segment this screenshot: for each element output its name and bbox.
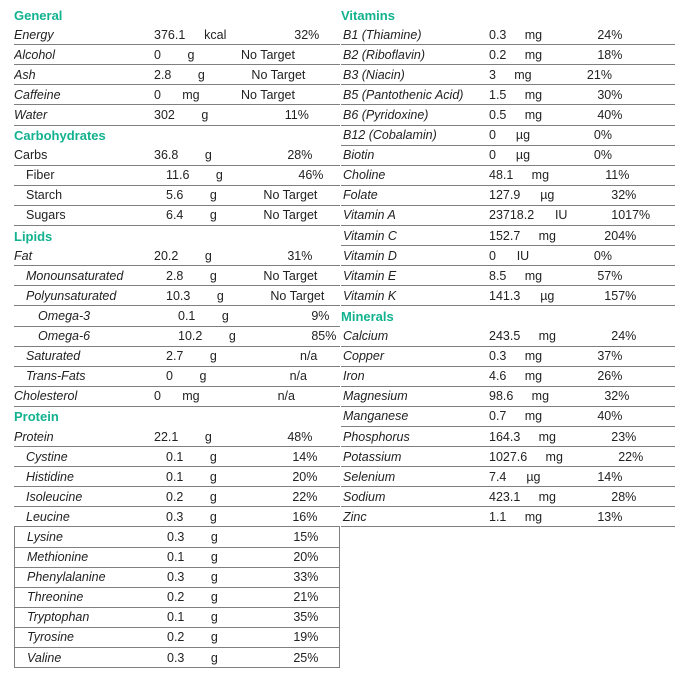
section-heading-label: Carbohydrates — [14, 128, 106, 144]
section-heading-protein — [14, 407, 340, 427]
nutrient-row-b3-niacin — [341, 65, 675, 85]
nutrient-unit: g — [209, 469, 217, 484]
nutrient-unit: g — [204, 148, 212, 163]
nutrient-name: Starch — [26, 188, 63, 203]
nutrient-row-isoleucine — [14, 487, 340, 507]
nutrient-amount: 2.8 — [166, 268, 184, 283]
nutrient-name: B5 (Pantothenic Acid) — [343, 87, 464, 102]
nutrient-target-percent: 157% — [604, 288, 637, 303]
nutrient-amount: 127.9 — [489, 188, 521, 203]
nutrient-row-polyunsaturated — [14, 286, 340, 306]
nutrient-unit: mg — [545, 449, 563, 464]
nutrient-name: Copper — [343, 349, 384, 364]
nutrient-amount: 243.5 — [489, 329, 521, 344]
nutrient-unit: g — [210, 529, 218, 544]
nutrient-unit: g — [209, 188, 217, 203]
nutrient-target-percent: 0% — [593, 248, 612, 263]
section-heading-label: Minerals — [341, 308, 394, 324]
nutrient-unit: mg — [524, 409, 543, 424]
nutrient-amount: 0.1 — [167, 550, 185, 565]
nutrient-name: Omega-3 — [38, 308, 91, 323]
nutrient-amount: 98.6 — [489, 389, 514, 404]
nutrient-amount: 2.8 — [154, 67, 172, 82]
nutrient-row-vitamin-e — [341, 266, 675, 286]
nutrient-amount: 0.1 — [166, 469, 184, 484]
nutrient-target-percent: 11% — [284, 108, 309, 123]
nutrient-unit: mg — [538, 228, 556, 243]
nutrient-row-copper — [341, 347, 675, 367]
nutrient-name: Isoleucine — [26, 489, 83, 504]
nutrient-row-threonine — [14, 588, 340, 608]
nutrient-name: Trans-Fats — [26, 369, 86, 384]
nutrient-name: Fiber — [26, 168, 55, 183]
nutrient-amount: 6.4 — [166, 208, 184, 223]
nutrient-name: Lysine — [27, 529, 63, 544]
nutrient-name: Threonine — [27, 590, 84, 605]
nutrient-row-valine — [14, 648, 340, 668]
section-heading-vitamins — [341, 5, 675, 25]
nutrient-amount: 1.1 — [489, 509, 507, 524]
nutrient-row-leucine — [14, 507, 340, 527]
nutrient-unit: mg — [524, 108, 543, 123]
nutrient-target-percent: 19% — [293, 630, 319, 645]
nutrient-row-biotin — [341, 146, 675, 166]
nutrient-row-manganese — [341, 407, 675, 427]
nutrient-amount: 0.3 — [167, 570, 185, 585]
nutrient-amount: 0.5 — [489, 108, 507, 123]
nutrient-name: Alcohol — [14, 47, 55, 62]
nutrient-amount: 423.1 — [489, 489, 521, 504]
nutrient-name: Monounsaturated — [26, 268, 124, 283]
nutrient-target-percent: 0% — [593, 148, 612, 163]
nutrient-amount: 4.6 — [489, 369, 507, 384]
section-heading-label: General — [14, 7, 63, 23]
nutrient-unit: mg — [524, 268, 543, 283]
nutrient-amount: 0 — [154, 389, 161, 404]
nutrient-unit: µg — [515, 128, 531, 143]
nutrient-unit: g — [209, 489, 217, 504]
nutrient-name: Potassium — [343, 449, 402, 464]
nutrient-row-sugars — [14, 206, 340, 226]
nutrient-name: Sodium — [343, 489, 386, 504]
nutrient-amount: 20.2 — [154, 248, 179, 263]
nutrient-name: Choline — [343, 168, 386, 183]
nutrient-amount: 0.1 — [166, 449, 184, 464]
nutrient-name: B3 (Niacin) — [343, 67, 405, 82]
section-heading-lipids — [14, 226, 340, 246]
nutrient-row-protein — [14, 427, 340, 447]
nutrient-target-percent: 9% — [311, 308, 330, 323]
nutrient-unit: g — [204, 429, 212, 444]
nutrient-target-percent: No Target — [270, 288, 325, 303]
nutrient-target-percent: 40% — [597, 409, 623, 424]
nutrient-row-ash — [14, 65, 340, 85]
nutrient-amount: 22.1 — [154, 429, 179, 444]
nutrient-row-vitamin-d — [341, 246, 675, 266]
nutrient-target-percent: 14% — [292, 449, 318, 464]
nutrient-amount: 3 — [489, 67, 496, 82]
nutrient-name: Vitamin E — [343, 268, 397, 283]
nutrient-target-percent: 23% — [611, 429, 637, 444]
nutrient-name: Fat — [14, 248, 33, 263]
nutrient-row-vitamin-a — [341, 206, 675, 226]
nutrient-row-water — [14, 105, 340, 125]
nutrient-amount: 152.7 — [489, 228, 521, 243]
nutrient-unit: mg — [524, 369, 543, 384]
nutrient-amount: 10.2 — [178, 329, 203, 344]
nutrient-target-percent: 204% — [604, 228, 637, 243]
nutrient-target-percent: 24% — [597, 27, 623, 42]
nutrient-row-omega-3 — [14, 306, 340, 326]
nutrient-name: Vitamin C — [343, 228, 397, 243]
section-heading-general — [14, 5, 340, 25]
nutrient-row-calcium — [341, 327, 675, 347]
right-nutrient-table — [341, 5, 675, 527]
nutrient-target-percent: 31% — [287, 248, 313, 263]
nutrient-unit: mg — [182, 87, 200, 102]
nutrient-row-tyrosine — [14, 628, 340, 648]
nutrient-unit: mg — [514, 67, 532, 82]
nutrient-amount: 0 — [154, 87, 161, 102]
nutrient-name: Phenylalanine — [27, 570, 106, 585]
nutrient-unit: g — [210, 650, 218, 665]
nutrient-target-percent: 85% — [311, 329, 337, 344]
nutrient-unit: g — [210, 550, 218, 565]
nutrient-unit: mg — [538, 489, 556, 504]
nutrient-amount: 0 — [489, 248, 496, 263]
nutrient-row-histidine — [14, 467, 340, 487]
nutrient-name: Carbs — [14, 148, 48, 163]
nutrient-amount: 0.2 — [166, 489, 184, 504]
nutrient-amount: 2.7 — [166, 349, 184, 364]
nutrient-row-alcohol — [14, 45, 340, 65]
nutrient-amount: 0 — [489, 148, 496, 163]
nutrient-row-omega-6 — [14, 327, 340, 347]
nutrient-name: Tryptophan — [27, 610, 90, 625]
nutrient-name: B12 (Cobalamin) — [343, 128, 437, 143]
nutrient-name: B6 (Pyridoxine) — [343, 108, 429, 123]
nutrient-name: Cholesterol — [14, 389, 78, 404]
nutrient-amount: 0.3 — [166, 509, 184, 524]
nutrient-row-phosphorus — [341, 427, 675, 447]
nutrient-target-percent: 25% — [293, 650, 319, 665]
nutrient-target-percent: 24% — [611, 329, 637, 344]
nutrient-row-b5-pantothenic-acid — [341, 85, 675, 105]
nutrient-unit: µg — [540, 188, 555, 203]
nutrient-target-percent: 18% — [597, 47, 623, 62]
nutrient-name: Saturated — [26, 349, 81, 364]
nutrient-target-percent: 21% — [293, 590, 319, 605]
nutrient-unit: µg — [515, 148, 531, 163]
nutrient-target-percent: n/a — [300, 349, 318, 364]
nutrient-name: Phosphorus — [343, 429, 410, 444]
nutrient-name: Methionine — [27, 550, 89, 565]
nutrient-name: Omega-6 — [38, 329, 91, 344]
nutrient-unit: g — [209, 449, 217, 464]
nutrient-target-percent: 14% — [597, 469, 623, 484]
nutrient-name: Sugars — [26, 208, 66, 223]
nutrient-name: Vitamin K — [343, 288, 397, 303]
nutrient-unit: g — [210, 630, 218, 645]
nutrient-target-percent: 16% — [292, 509, 318, 524]
nutrient-row-cystine — [14, 447, 340, 467]
nutrient-name: Calcium — [343, 329, 389, 344]
nutrient-row-carbs — [14, 146, 340, 166]
nutrient-name: Iron — [343, 369, 365, 384]
nutrient-unit: µg — [526, 469, 541, 484]
nutrient-target-percent: 21% — [586, 67, 612, 82]
nutrient-unit: g — [204, 248, 212, 263]
nutrient-row-starch — [14, 186, 340, 206]
nutrient-target-percent: 13% — [597, 509, 623, 524]
section-heading-label: Vitamins — [341, 7, 395, 23]
nutrient-unit: mg — [524, 87, 543, 102]
nutrient-unit: g — [228, 329, 236, 344]
nutrient-unit: mg — [524, 349, 543, 364]
nutrient-unit: g — [210, 590, 218, 605]
nutrient-name: Vitamin D — [343, 248, 397, 263]
nutrient-target-percent: 46% — [298, 168, 324, 183]
nutrient-row-saturated — [14, 347, 340, 367]
nutrient-amount: 11.6 — [166, 168, 190, 183]
nutrient-amount: 0.3 — [167, 529, 185, 544]
nutrient-amount: 0 — [166, 369, 173, 384]
nutrient-row-zinc — [341, 507, 675, 527]
nutrient-unit: g — [209, 268, 217, 283]
nutrient-row-fat — [14, 246, 340, 266]
nutrient-row-fiber — [14, 166, 340, 186]
nutrient-target-percent: 11% — [605, 168, 630, 183]
nutrient-target-percent: 30% — [597, 87, 623, 102]
nutrient-target-percent: No Target — [263, 208, 318, 223]
nutrient-name: B2 (Riboflavin) — [343, 47, 425, 62]
nutrient-amount: 164.3 — [489, 429, 521, 444]
nutrient-amount: 0.3 — [489, 27, 507, 42]
nutrient-target-percent: 48% — [287, 429, 313, 444]
nutrient-name: Selenium — [343, 469, 396, 484]
nutrient-target-percent: 32% — [604, 389, 630, 404]
nutrient-row-b1-thiamine — [341, 25, 675, 45]
nutrient-row-lysine — [14, 527, 340, 547]
nutrient-amount: 0.2 — [167, 630, 185, 645]
section-heading-minerals — [341, 306, 675, 326]
section-heading-label: Protein — [14, 409, 59, 425]
nutrient-name: B1 (Thiamine) — [343, 27, 422, 42]
nutrient-target-percent: 40% — [597, 108, 623, 123]
nutrient-unit: g — [201, 108, 209, 123]
nutrient-row-sodium — [341, 487, 675, 507]
nutrient-amount: 0.7 — [489, 409, 507, 424]
nutrient-name: Tyrosine — [27, 630, 75, 645]
nutrient-amount: 376.1 — [154, 27, 186, 42]
nutrient-name: Valine — [27, 650, 62, 665]
nutrient-unit: mg — [531, 168, 550, 183]
nutrient-unit: kcal — [204, 27, 227, 42]
nutrient-row-b12-cobalamin — [341, 126, 675, 146]
nutrient-target-percent: 32% — [611, 188, 637, 203]
nutrient-amount: 23718.2 — [489, 208, 535, 223]
nutrient-name: Energy — [14, 27, 54, 42]
nutrient-row-choline — [341, 166, 675, 186]
nutrient-unit: g — [210, 610, 218, 625]
nutrient-unit: µg — [540, 288, 555, 303]
nutrient-amount: 1027.6 — [489, 449, 528, 464]
nutrient-target-percent: n/a — [289, 369, 307, 384]
nutrient-unit: mg — [531, 389, 550, 404]
nutrient-amount: 0 — [154, 47, 161, 62]
nutrient-unit: g — [215, 168, 223, 183]
nutrient-amount: 141.3 — [489, 288, 521, 303]
nutrient-amount: 0.2 — [167, 590, 185, 605]
nutrient-row-iron — [341, 367, 675, 387]
nutrient-amount: 10.3 — [166, 288, 191, 303]
nutrient-target-percent: 1017% — [611, 208, 651, 223]
nutrient-unit: g — [199, 369, 207, 384]
nutrient-unit: mg — [538, 329, 556, 344]
nutrient-target-percent: 20% — [292, 469, 318, 484]
nutrient-target-percent: No Target — [263, 268, 318, 283]
left-nutrient-table — [14, 5, 340, 668]
nutrient-target-percent: 28% — [611, 489, 637, 504]
nutrient-name: Vitamin A — [343, 208, 396, 223]
nutrient-amount: 36.8 — [154, 148, 179, 163]
nutrient-target-percent: No Target — [263, 188, 318, 203]
nutrient-row-selenium — [341, 467, 675, 487]
nutrient-row-vitamin-k — [341, 286, 675, 306]
nutrient-name: Ash — [14, 67, 36, 82]
nutrient-unit: IU — [554, 208, 568, 223]
nutrient-unit: g — [210, 570, 218, 585]
nutrient-name: Leucine — [26, 509, 70, 524]
nutrient-row-potassium — [341, 447, 675, 467]
nutrient-row-b2-riboflavin — [341, 45, 675, 65]
nutrient-amount: 0.2 — [489, 47, 507, 62]
nutrient-unit: g — [209, 208, 217, 223]
nutrient-name: Zinc — [343, 509, 367, 524]
nutrient-row-magnesium — [341, 387, 675, 407]
nutrient-unit: g — [187, 47, 195, 62]
nutrient-target-percent: No Target — [240, 47, 295, 62]
nutrient-target-percent: No Target — [240, 87, 295, 102]
nutrient-target-percent: n/a — [277, 389, 295, 404]
nutrient-name: Cystine — [26, 449, 68, 464]
nutrient-target-percent: 32% — [294, 27, 320, 42]
nutrient-name: Folate — [343, 188, 378, 203]
nutrient-amount: 7.4 — [489, 469, 507, 484]
nutrient-unit: mg — [182, 389, 200, 404]
nutrient-name: Histidine — [26, 469, 74, 484]
nutrient-amount: 0.1 — [167, 610, 185, 625]
nutrient-target-percent: 22% — [292, 489, 318, 504]
nutrient-name: Caffeine — [14, 87, 61, 102]
nutrient-row-caffeine — [14, 85, 340, 105]
nutrient-row-monounsaturated — [14, 266, 340, 286]
nutrient-unit: mg — [524, 27, 543, 42]
nutrient-unit: mg — [524, 509, 543, 524]
nutrient-target-percent: 28% — [287, 148, 313, 163]
nutrient-target-percent: 37% — [597, 349, 623, 364]
nutrient-row-trans-fats — [14, 367, 340, 387]
section-heading-label: Lipids — [14, 228, 53, 244]
nutrient-target-percent: 15% — [293, 529, 319, 544]
nutrient-row-vitamin-c — [341, 226, 675, 246]
nutrient-row-b6-pyridoxine — [341, 105, 675, 125]
nutrient-name: Biotin — [343, 148, 375, 163]
nutrient-row-phenylalanine — [14, 568, 340, 588]
section-heading-carbohydrates — [14, 126, 340, 146]
nutrient-target-percent: 22% — [618, 449, 644, 464]
nutrient-amount: 302 — [154, 108, 175, 123]
nutrient-amount: 1.5 — [489, 87, 507, 102]
nutrient-unit: g — [209, 509, 217, 524]
nutrient-unit: g — [216, 288, 224, 303]
nutrient-amount: 0.3 — [167, 650, 185, 665]
nutrient-row-cholesterol — [14, 387, 340, 407]
nutrient-target-percent: 35% — [293, 610, 319, 625]
nutrient-row-folate — [341, 186, 675, 206]
nutrient-unit: IU — [516, 248, 530, 263]
nutrient-row-energy — [14, 25, 340, 45]
nutrient-target-percent: 0% — [593, 128, 612, 143]
nutrient-target-percent: 20% — [293, 550, 319, 565]
nutrient-amount: 48.1 — [489, 168, 514, 183]
nutrient-target-percent: 33% — [293, 570, 319, 585]
nutrient-target-percent: No Target — [251, 67, 306, 82]
nutrient-target-percent: 57% — [597, 268, 623, 283]
nutrient-row-tryptophan — [14, 608, 340, 628]
nutrient-amount: 8.5 — [489, 268, 507, 283]
nutrient-row-methionine — [14, 548, 340, 568]
nutrient-name: Water — [14, 108, 48, 123]
nutrient-target-percent: 26% — [597, 369, 623, 384]
nutrient-name: Manganese — [343, 409, 409, 424]
nutrient-amount: 0.3 — [489, 349, 507, 364]
nutrient-amount: 0.1 — [178, 308, 196, 323]
nutrient-unit: g — [221, 308, 229, 323]
nutrient-name: Protein — [14, 429, 54, 444]
nutrient-amount: 5.6 — [166, 188, 184, 203]
nutrient-unit: g — [209, 349, 217, 364]
nutrient-unit: mg — [538, 429, 556, 444]
nutrient-amount: 0 — [489, 128, 496, 143]
nutrient-name: Polyunsaturated — [26, 288, 117, 303]
nutrient-name: Magnesium — [343, 389, 408, 404]
nutrient-unit: g — [197, 67, 205, 82]
nutrient-unit: mg — [524, 47, 543, 62]
